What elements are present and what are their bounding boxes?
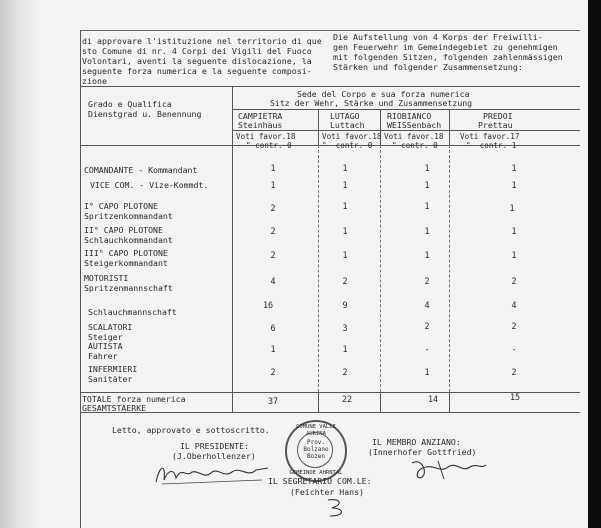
value-cell: 2 [424, 321, 430, 331]
value-cell: 4 [270, 276, 276, 286]
value-cell: 1 [270, 163, 276, 173]
secretary-handwritten-signature [322, 496, 362, 520]
rank-header-it: Grado e Qualifica [88, 99, 172, 109]
value-cell: 1 [342, 201, 348, 211]
intro-line: zione [82, 76, 107, 86]
intro-line: mit folgenden Sitzen, folgenden zahlenmässigen [333, 52, 563, 62]
seat-header-it: Sede del Corpo e sua forza numerica [297, 89, 470, 99]
value-cell: 2 [342, 367, 348, 377]
total-cell: 14 [427, 394, 439, 404]
rank-label-de: Schlauchkommandant [84, 235, 173, 245]
value-cell: 9 [342, 300, 348, 310]
intro-line: sto Comune di nr. 4 Corpi dei Vigili del Fuoco [82, 46, 312, 56]
value-cell: 1 [511, 250, 517, 260]
rank-label-de: Spritzenmannschaft [84, 283, 173, 293]
president-title: IL PRESIDENTE: [180, 441, 250, 451]
closing-statement: Letto, approvato e sottoscritto. [112, 425, 270, 435]
seat-header-de: Sitz der Wehr, Stärke und Zusammensetzung [270, 98, 473, 108]
intro-line: Stärken und folgender Zusammensetzung: [333, 62, 523, 72]
municipal-seal: COMUNE VALLE AURINA Prov. Bolzano Bozen GEMEINDE AHRNTAL [285, 420, 347, 482]
value-cell: 2 [424, 276, 430, 286]
value-cell: 1 [342, 344, 348, 354]
rank-header-de: Dienstgrad u. Benennung [88, 109, 202, 119]
rank-label-de: Steiger [88, 332, 123, 342]
value-cell: 4 [511, 300, 517, 310]
secretary-name: (Feichter Hans) [290, 487, 364, 497]
value-cell: 1 [342, 226, 348, 236]
value-cell: 16 [262, 300, 274, 310]
value-cell: 2 [511, 367, 517, 377]
member-name: (Innerhofer Gottfried) [368, 447, 477, 457]
value-cell: 2 [270, 203, 276, 213]
value-cell: - [424, 344, 430, 354]
value-cell: 2 [270, 250, 276, 260]
intro-line: Die Aufstellung von 4 Korps der Freiwilli- [333, 32, 543, 42]
rank-label: SCALATORI [88, 322, 133, 332]
value-cell: 1 [424, 180, 430, 190]
value-cell: 1 [270, 344, 276, 354]
total-cell: 37 [267, 396, 279, 406]
page-border-top [80, 30, 580, 31]
value-cell: 6 [270, 323, 276, 333]
rank-label: MOTORISTI [84, 273, 129, 283]
secretary-title: IL SEGRETARIO COM.LE: [268, 476, 372, 486]
member-handwritten-signature [408, 455, 488, 483]
scan-left-edge [0, 0, 40, 528]
total-label-de: GESAMTSTAERKE [82, 403, 147, 413]
page-border-left [80, 30, 81, 528]
document-page: di approvare l'istituzione nel territorio di que sto Comune di nr. 4 Corpi dei Vigili del Fuoco Volontari, aventi la seguente dislocazione, la seguente forza numerica e la seguente composi- zione Die Aufstellung von 4 Korps der Freiwilli- gen Feuerwehr im Gemeindegebiet zu genehmigen mit folgenden Sitzen, folgenden zahlenmässigen Stärken und folgender Zusammensetzung: Grado e Qualifica Dienstgrad u. Benennung Sede del Corpo e sua forza numerica Sitz der Wehr, Stärke und Zusammensetzung CAMPIETRA Steinhaus Voti favor.18 " contr. 0 LUTAGO Luttach Voti favor.18 " contr. 0 RIOBIANCO WEISSenbach Voti favor.18 " contr. 0 PREDOI Prettau Voti favor.17 " contr. 1 COMANDANTE - Kommandant 1 1 1 1 VICE COM. - Vize-Kommdt. 1 1 1 1 I° CAPO PLOTONE Spritzenkommandant 2 1 1 1 II° CAPO PLOTONE Schlauchkommandant 2 1 1 1 III° CAPO PLOTONE Steigerkommandant 2 1 1 1 MOTORISTI Spritzenmannschaft 4 2 2 2 Schlauchmannschaft 16 9 4 4 SCALATORI Steiger 6 3 2 2 AUTISTA Fahrer 1 1 - - INFERMIERI Sanitäter 2 2 1 2 TOTALE forza numerica GESAMTSTAERKE 37 22 14 15 Letto, approvato e sottoscritto. IL PRESIDENTE: (J.Oberhollenzer) COMUNE VALLE AURINA Prov. Bolzano Bozen GEMEINDE AHRNTAL IL MEMBRO ANZIANO: (Innerhofer Gottfried) IL SEGRETARIO COM.LE: (Feichter Hans) [0, 0, 601, 528]
value-cell: 1 [424, 226, 430, 236]
total-cell: 22 [341, 394, 353, 404]
value-cell: 2 [270, 367, 276, 377]
value-cell: 2 [511, 321, 517, 331]
value-cell: 1 [424, 367, 430, 377]
value-cell: - [511, 344, 517, 354]
value-cell: 1 [511, 163, 517, 173]
intro-line: Volontari, aventi la seguente dislocazione, la [82, 56, 312, 66]
total-label-it: TOTALE forza numerica [82, 394, 186, 404]
rank-label: VICE COM. - Vize-Kommdt. [90, 180, 209, 190]
intro-line: di approvare l'istituzione nel territorio di que [82, 36, 322, 46]
rank-label: COMANDANTE - Kommandant [84, 165, 198, 175]
president-handwritten-signature [152, 458, 272, 488]
value-cell: 1 [511, 180, 517, 190]
rank-label-de: Sanitäter [88, 374, 133, 384]
rank-label-de: Steigerkommandant [84, 258, 168, 268]
president-name: (J.Oberhollenzer) [172, 451, 256, 461]
value-cell: 1 [342, 250, 348, 260]
rank-label: III° CAPO PLOTONE [84, 248, 168, 258]
value-cell: 1 [511, 226, 517, 236]
value-cell: 1 [424, 250, 430, 260]
value-cell: 2 [342, 276, 348, 286]
value-cell: 2 [270, 226, 276, 236]
value-cell: 1 [270, 180, 276, 190]
total-cell: 15 [509, 392, 521, 402]
value-cell: 1 [509, 203, 515, 213]
value-cell: 3 [342, 323, 348, 333]
rank-label: INFERMIERI [88, 364, 138, 374]
rank-label-de: Spritzenkommandant [84, 211, 173, 221]
value-cell: 1 [424, 201, 430, 211]
rank-label: II° CAPO PLOTONE [84, 225, 163, 235]
intro-line: gen Feuerwehr im Gemeindegebiet zu genehmigen [333, 42, 558, 52]
rank-label: Schlauchmannschaft [88, 307, 177, 317]
value-cell: 1 [342, 163, 348, 173]
value-cell: 2 [511, 276, 517, 286]
value-cell: 4 [424, 300, 430, 310]
rank-label: I° CAPO PLOTONE [84, 201, 158, 211]
scan-right-edge [588, 0, 601, 528]
rank-label-de: Fahrer [88, 351, 118, 361]
rank-label: AUTISTA [88, 341, 123, 351]
value-cell: 1 [342, 180, 348, 190]
member-title: IL MEMBRO ANZIANO: [372, 437, 461, 447]
intro-line: seguente forza numerica e la seguente composi- [82, 66, 312, 76]
value-cell: 1 [424, 163, 430, 173]
